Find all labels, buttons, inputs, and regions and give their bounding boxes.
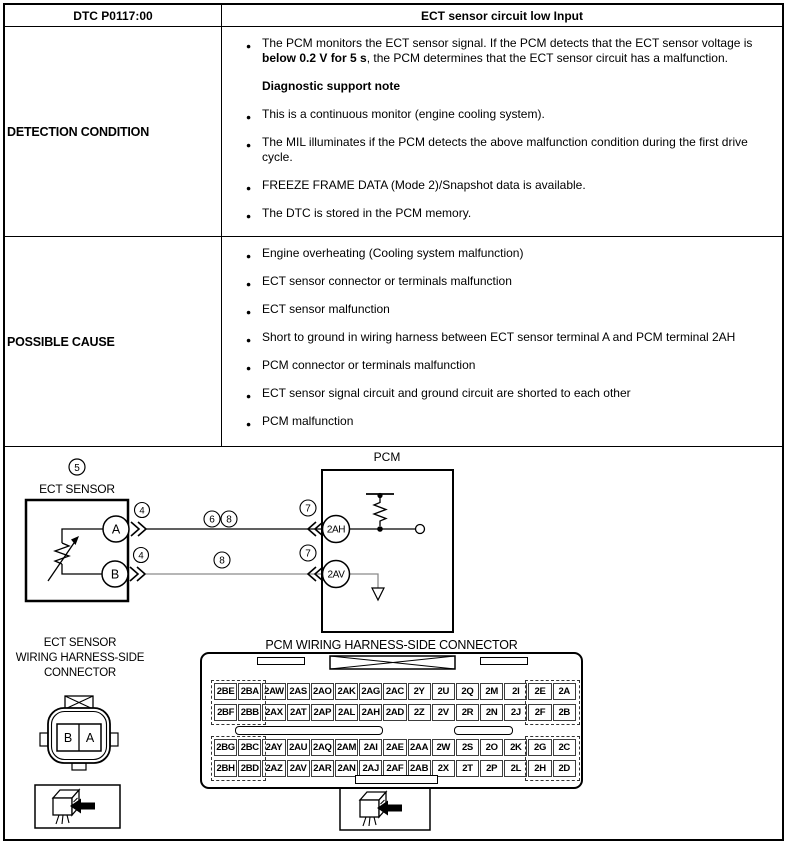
pcm-pin: 2AU: [287, 739, 310, 756]
possible-cause-bullet-list: [245, 246, 770, 429]
ref-8-bottom: 8: [219, 555, 225, 567]
pcm-pin-row-3: [214, 739, 576, 756]
possible-cause-bullet: ● Engine overheating (Cooling system malfunction): [245, 246, 767, 261]
ect-connector-pin-b: B: [63, 731, 73, 745]
pcm-pin: 2Y: [408, 683, 431, 700]
pcm-pin: 2AB: [408, 760, 431, 777]
pcm-pin: 2AK: [335, 683, 358, 700]
pcm-pin: 2BE: [214, 683, 237, 700]
pcm-pin: 2AD: [383, 704, 406, 721]
ground-symbol: [372, 588, 384, 600]
detection-text-post: , the PCM determines that the ECT sensor circuit has a malfunction.: [366, 51, 728, 65]
pcm-pin: 2BB: [238, 704, 261, 721]
pcm-pin: 2Z: [408, 704, 431, 721]
dtc-code: DTC P0117:00: [5, 5, 222, 27]
pcm-connector-view-icon: [340, 785, 430, 830]
pcm-pin: 2AV: [287, 760, 310, 777]
ref-8-top: 8: [226, 514, 232, 526]
detection-bullet-list: [245, 107, 770, 221]
pcm-pin: 2U: [432, 683, 455, 700]
pcm-pin: 2BD: [238, 760, 261, 777]
wiring-diagram-section: [5, 447, 782, 838]
terminal-b: B: [110, 567, 120, 582]
detection-bullet: ● This is a continuous monitor (engine cooling system).: [245, 107, 767, 122]
pcm-pin: 2AW: [262, 683, 285, 700]
ref-6: 6: [209, 514, 215, 526]
connector-key-tab-right: [480, 657, 528, 665]
pcm-pin: 2AA: [408, 739, 431, 756]
pcm-pin: 2BF: [214, 704, 237, 721]
pcm-pin: 2AE: [383, 739, 406, 756]
pcm-pin: 2N: [480, 704, 503, 721]
pcm-pin: 2AS: [287, 683, 310, 700]
terminal-a: A: [111, 522, 121, 537]
pcm-pin: 2AC: [383, 683, 406, 700]
pcm-pin: 2BH: [214, 760, 237, 777]
pcm-pin: 2G: [528, 739, 551, 756]
pcm-pin: 2AP: [311, 704, 334, 721]
pcm-pin: 2AR: [311, 760, 334, 777]
pcm-connector-drawing: [200, 652, 583, 789]
ect-connector-title-line2: WIRING HARNESS-SIDE: [15, 652, 145, 664]
pcm-pin: 2X: [432, 760, 455, 777]
pcm-pin: 2BG: [214, 739, 237, 756]
pcm-pin: 2AN: [335, 760, 358, 777]
pullup-resistor: [374, 498, 386, 526]
connector-key-slot-left: [235, 726, 383, 735]
pcm-pin: 2H: [528, 760, 551, 777]
possible-cause-bullet: ● PCM connector or terminals malfunction: [245, 358, 767, 373]
connector-bottom-key: [355, 775, 438, 784]
pcm-pin: 2W: [432, 739, 455, 756]
pcm-pin: 2BA: [238, 683, 261, 700]
pcm-pin: 2I: [504, 683, 527, 700]
pcm-pin: 2AF: [383, 760, 406, 777]
detection-bullet: ● FREEZE FRAME DATA (Mode 2)/Snapshot data is available.: [245, 178, 767, 193]
pcm-pin: 2AO: [311, 683, 334, 700]
pcm-pin: 2D: [553, 760, 576, 777]
diagnostic-support-note-heading: Diagnostic support note: [262, 79, 400, 93]
detection-text-pre: The PCM monitors the ECT sensor signal. If the PCM detects that the ECT sensor voltage is: [262, 36, 753, 50]
pcm-pin: 2AG: [359, 683, 382, 700]
pcm-terminal-2av: 2AV: [327, 569, 345, 581]
ect-connector-title-line3: CONNECTOR: [43, 667, 117, 679]
possible-cause-bullet: ● PCM malfunction: [245, 414, 767, 429]
pcm-connector-title: PCM WIRING HARNESS-SIDE CONNECTOR: [265, 638, 518, 652]
detection-bullet: ● The MIL illuminates if the PCM detects the above malfunction condition during the first drive cycle.: [245, 135, 767, 165]
pcm-label: PCM: [373, 450, 401, 464]
ect-connector-title-line1: ECT SENSOR: [43, 637, 117, 649]
pcm-pin: 2BC: [238, 739, 261, 756]
pcm-pin: 2O: [480, 739, 503, 756]
pcm-pin-row-1: [214, 683, 576, 700]
pcm-pin: 2J: [504, 704, 527, 721]
pcm-pin: 2AY: [262, 739, 285, 756]
dtc-title: ECT sensor circuit low Input: [222, 5, 782, 27]
ref-4-top: 4: [139, 505, 145, 517]
ref-5: 5: [74, 462, 80, 474]
pcm-pin-row-2: [214, 704, 576, 721]
pcm-pin: 2AZ: [262, 760, 285, 777]
pcm-pin: 2V: [432, 704, 455, 721]
pcm-block: [322, 450, 453, 632]
dtc-table: [5, 5, 782, 447]
possible-cause-bullet: ● ECT sensor connector or terminals malfunction: [245, 274, 767, 289]
possible-cause-bullet: ● Short to ground in wiring harness between ECT sensor terminal A and PCM terminal 2AH: [245, 330, 767, 345]
pcm-pin: 2Q: [456, 683, 479, 700]
connector-key-slot-right: [454, 726, 513, 735]
harness-wires: [130, 500, 323, 581]
pcm-pin: 2S: [456, 739, 479, 756]
ect-connector-drawing: [40, 696, 118, 770]
ect-sensor-block: [26, 459, 129, 601]
connector-crossed-key: [329, 655, 456, 671]
pcm-pin: 2AQ: [311, 739, 334, 756]
pcm-pin: 2AT: [287, 704, 310, 721]
possible-cause-content: [222, 237, 782, 447]
service-manual-page: [3, 3, 784, 841]
pcm-pin: 2K: [504, 739, 527, 756]
pcm-pin: 2B: [553, 704, 576, 721]
possible-cause-label: POSSIBLE CAUSE: [5, 237, 222, 447]
pcm-output-node: [416, 525, 425, 534]
pcm-pin: 2AH: [359, 704, 382, 721]
detection-condition-label: DETECTION CONDITION: [5, 27, 222, 237]
pcm-pin: 2M: [480, 683, 503, 700]
connector-key-tab-left: [257, 657, 305, 665]
ect-connector-view-icon: [35, 785, 120, 828]
detection-condition-content: [222, 27, 782, 237]
ect-connector-pin-a: A: [85, 731, 95, 745]
pcm-pin: 2AX: [262, 704, 285, 721]
pcm-pin: 2T: [456, 760, 479, 777]
possible-cause-bullet: ● ECT sensor malfunction: [245, 302, 767, 317]
pcm-pin: 2C: [553, 739, 576, 756]
connector-chevrons-b: [130, 567, 145, 581]
pcm-pin: 2AL: [335, 704, 358, 721]
pcm-pin: 2R: [456, 704, 479, 721]
pcm-terminal-2ah: 2AH: [326, 524, 346, 536]
ref-4-bottom: 4: [138, 550, 144, 562]
detection-text-bold: below 0.2 V for 5 s: [262, 51, 367, 65]
pcm-pin: 2P: [480, 760, 503, 777]
connector-chevrons-a: [131, 522, 146, 536]
ref-7-top: 7: [305, 503, 311, 515]
ref-7-bottom: 7: [305, 548, 311, 560]
ect-sensor-label: ECT SENSOR: [39, 482, 115, 496]
ect-connector-title: [5, 636, 155, 681]
pcm-pin: 2L: [504, 760, 527, 777]
detection-main-bullet: [245, 36, 767, 66]
pcm-pin: 2F: [528, 704, 551, 721]
thermistor-symbol: [55, 529, 103, 574]
pcm-pin: 2AM: [335, 739, 358, 756]
detection-bullet: ● The DTC is stored in the PCM memory.: [245, 206, 767, 221]
pcm-pin: 2AJ: [359, 760, 382, 777]
pcm-pin: 2AI: [359, 739, 382, 756]
pcm-pin: 2E: [528, 683, 551, 700]
pcm-pin: 2A: [553, 683, 576, 700]
possible-cause-bullet: ● ECT sensor signal circuit and ground circuit are shorted to each other: [245, 386, 767, 401]
